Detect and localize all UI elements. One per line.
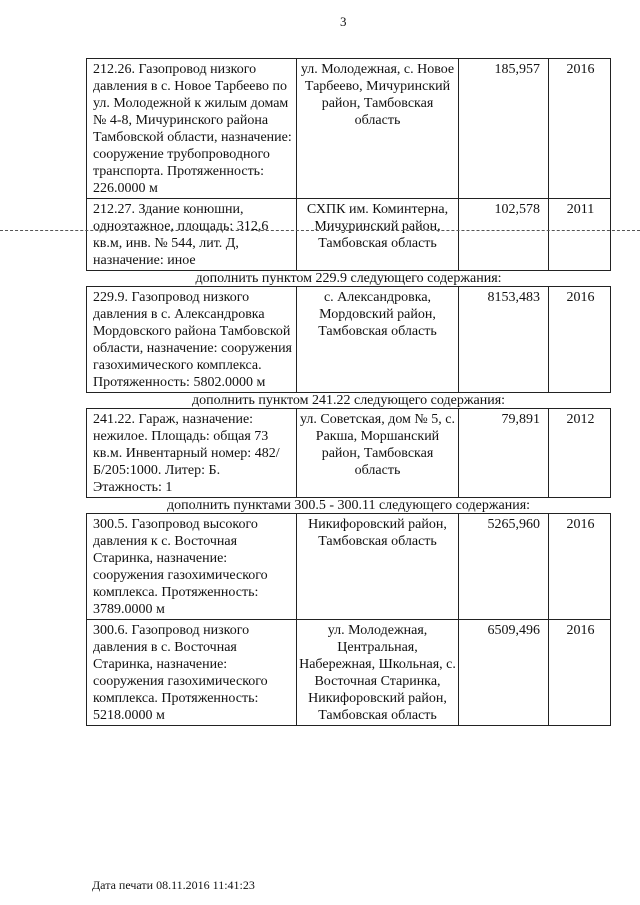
table-row (87, 514, 611, 620)
section-heading: дополнить пунктом 229.9 следующего содержания: (87, 271, 611, 287)
object-value: 79,891 (459, 409, 549, 498)
object-year: 2012 (549, 409, 611, 498)
object-description: 300.5. Газопровод высокого давления к с. Восточная Старинка, назначение: сооружения газохимического комплекса. Протяженность: 3789.0000 м (87, 514, 297, 620)
object-address: ул. Молодежная, с. Новое Тарбеево, Мичуринский район, Тамбовская область (297, 59, 459, 199)
section-heading-row (87, 271, 611, 287)
object-description: 241.22. Гараж, назначение: нежилое. Площадь: общая 73 кв.м. Инвентарный номер: 482/Б/205:1000. Литер: Б. Этажность: 1 (87, 409, 297, 498)
table-row (87, 287, 611, 393)
object-address: с. Александровка, Мордовский район, Тамбовская область (297, 287, 459, 393)
print-date-footer: Дата печати 08.11.2016 11:41:23 (92, 878, 255, 892)
page-number: 3 (340, 14, 347, 29)
object-value: 8153,483 (459, 287, 549, 393)
table-row (87, 199, 611, 271)
object-value: 5265,960 (459, 514, 549, 620)
object-year: 2016 (549, 59, 611, 199)
table-row (87, 620, 611, 726)
section-heading: дополнить пунктами 300.5 - 300.11 следующего содержания: (87, 498, 611, 514)
object-address: СХПК им. Коминтерна, Мичуринский район, Тамбовская область (297, 199, 459, 271)
object-address: ул. Молодежная, Центральная, Набережная, Школьная, с. Восточная Старинка, Никифоровский район, Тамбовская область (297, 620, 459, 726)
section-heading: дополнить пунктом 241.22 следующего содержания: (87, 393, 611, 409)
object-description: 212.27. Здание конюшни, одноэтажное, площадь: 312,6 кв.м, инв. № 544, лит. Д, назначение: иное (87, 199, 297, 271)
page-fold-divider (0, 230, 640, 231)
object-year: 2016 (549, 620, 611, 726)
object-description: 229.9. Газопровод низкого давления в с. Александровка Мордовского района Тамбовской области, назначение: сооружения газохимического комплекса. Протяженность: 5802.0000 м (87, 287, 297, 393)
section-heading-row (87, 498, 611, 514)
table-row (87, 59, 611, 199)
object-value: 102,578 (459, 199, 549, 271)
object-address: Никифоровский район, Тамбовская область (297, 514, 459, 620)
object-description: 300.6. Газопровод низкого давления в с. Восточная Старинка, назначение: сооружения газохимического комплекса. Протяженность: 5218.0000 м (87, 620, 297, 726)
object-year: 2016 (549, 287, 611, 393)
section-heading-row (87, 393, 611, 409)
object-address: ул. Советская, дом № 5, с. Ракша, Моршанский район, Тамбовская область (297, 409, 459, 498)
table-row (87, 409, 611, 498)
object-year: 2016 (549, 514, 611, 620)
object-value: 6509,496 (459, 620, 549, 726)
object-value: 185,957 (459, 59, 549, 199)
property-table (86, 58, 611, 726)
object-year: 2011 (549, 199, 611, 271)
object-description: 212.26. Газопровод низкого давления в с. Новое Тарбеево по ул. Молодежной к жилым домам № 4-8, Мичуринского района Тамбовской области, назначение: сооружение трубопроводного транспорта. Протяженность: 226.0000 м (87, 59, 297, 199)
